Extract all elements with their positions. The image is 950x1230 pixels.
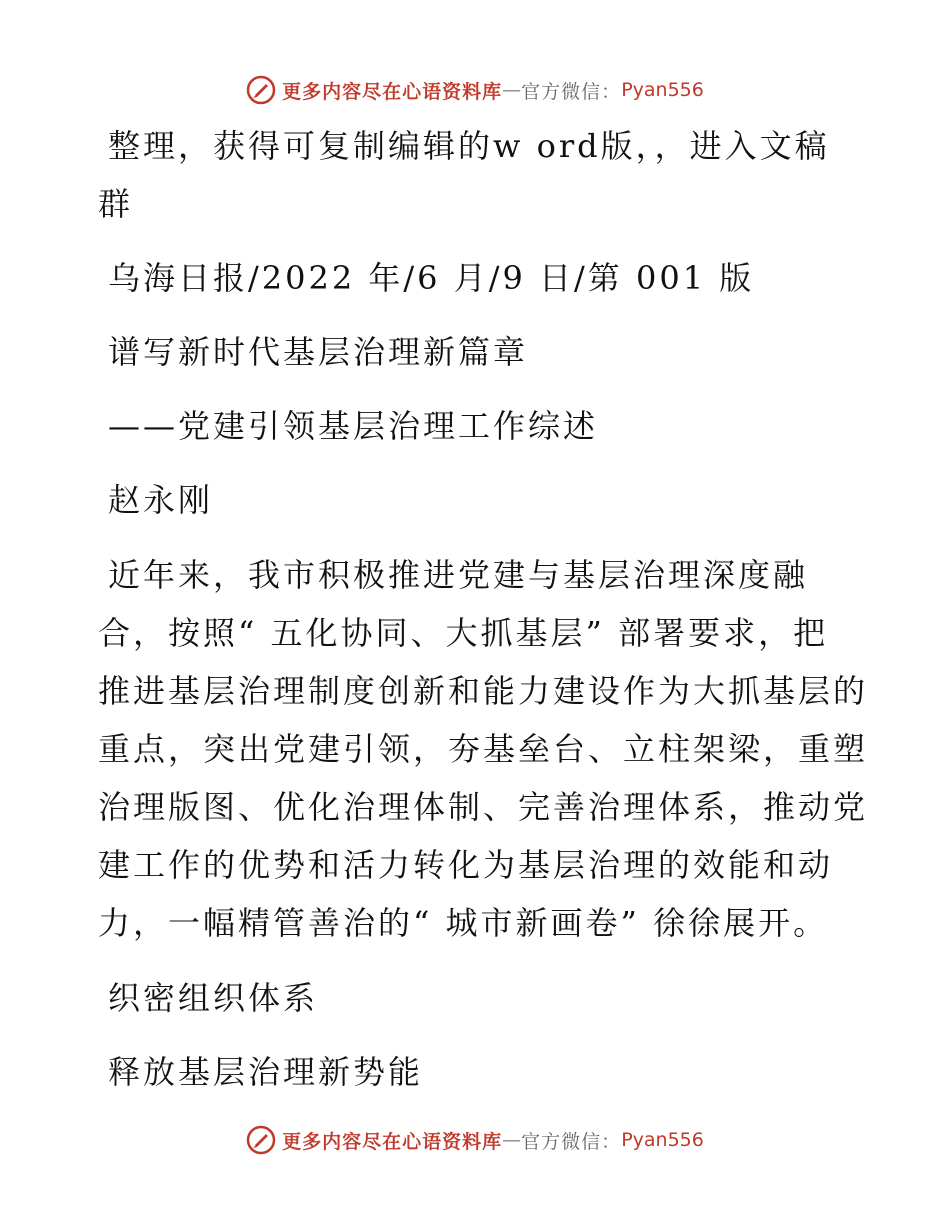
article-author: 赵永刚: [108, 481, 214, 519]
body-paragraph: [98, 546, 869, 952]
intro-line-1: 整理，获得可复制编辑的w ord版，，进入文稿: [108, 127, 830, 165]
body-line: 推进基层治理制度创新和能力建设作为大抓基层的: [98, 672, 869, 710]
section-heading-2: 释放基层治理新势能: [108, 1053, 424, 1091]
body-line: 合，按照“ 五化协同、大抓基层” 部署要求，把: [98, 614, 829, 652]
section-heading-1: 织密组织体系: [108, 979, 319, 1017]
watermark-main-text: 更多内容尽在心语资料库: [282, 1130, 503, 1153]
body-line: 建工作的优势和活力转化为基层治理的效能和动: [98, 846, 834, 884]
footer-watermark: [0, 1122, 950, 1158]
watermark-logo-icon: [246, 75, 276, 105]
article-subtitle: ——党建引领基层治理工作综述: [108, 407, 599, 445]
body-line: 重点，突出党建引领，夯基垒台、立柱架梁，重塑: [98, 730, 869, 768]
body-line: 近年来，我市积极推进党建与基层治理深度融: [108, 556, 809, 594]
intro-line-2: 群: [98, 185, 134, 223]
header-watermark: [0, 72, 950, 108]
body-line: 力，一幅精管善治的“ 城市新画卷” 徐徐展开。: [98, 904, 829, 942]
source-line: 乌海日报/2022 年/6 月/9 日/第 001 版: [108, 259, 755, 297]
body-line: 治理版图、优化治理体制、完善治理体系，推动党: [98, 788, 869, 826]
watermark-wechat-id: Pyan556: [621, 79, 704, 101]
watermark-official-label: 官方微信：: [521, 1130, 622, 1153]
article-title: 谱写新时代基层治理新篇章: [108, 333, 529, 371]
watermark-wechat-id: Pyan556: [621, 1129, 704, 1151]
watermark-dash: —: [502, 79, 522, 101]
watermark-main-text: 更多内容尽在心语资料库: [282, 80, 503, 103]
watermark-dash: —: [502, 1129, 522, 1151]
watermark-official-label: 官方微信：: [521, 80, 622, 103]
watermark-logo-icon: [246, 1125, 276, 1155]
